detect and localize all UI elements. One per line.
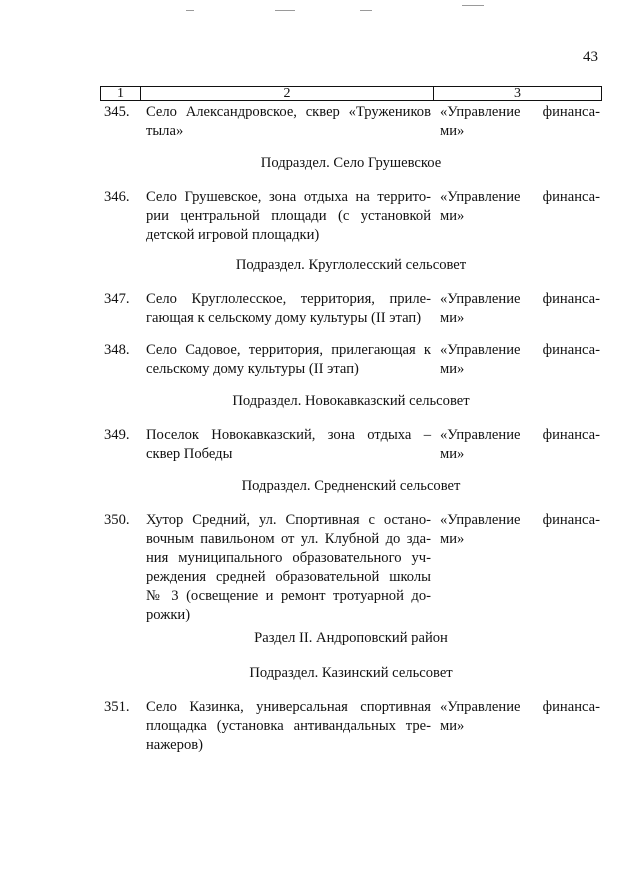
- subsection-heading: Подраздел. Круглолесский сельсовет: [235, 257, 467, 273]
- entry-responsible: [440, 698, 600, 736]
- page-number: 43: [583, 49, 598, 65]
- entry-line: реждения средней образовательной школы: [146, 569, 431, 585]
- entry-responsible: [440, 188, 600, 226]
- subsection-heading: Подраздел. Средненский сельсовет: [241, 478, 461, 494]
- entry-number: 350.: [104, 512, 130, 528]
- scan-mark: [186, 10, 194, 11]
- subsection-heading: Подраздел. Село Грушевское: [260, 155, 442, 171]
- responsible-word: «Управление: [440, 104, 521, 120]
- responsible-word: финанса-: [542, 104, 600, 120]
- responsible-word: «Управление: [440, 512, 521, 528]
- entry-number: 348.: [104, 342, 130, 358]
- entry-line: Село Круглолесское, территория, приле-: [146, 291, 431, 307]
- entry-description: [146, 426, 431, 464]
- responsible-word: «Управление: [440, 427, 521, 443]
- entry-number: 347.: [104, 291, 130, 307]
- entry-line: сельскому дому культуры (II этап): [146, 361, 359, 377]
- entry-responsible: [440, 290, 600, 328]
- entry-number: 345.: [104, 104, 130, 120]
- entry-line: гающая к сельскому дому культуры (II этап): [146, 310, 422, 326]
- entry-line: вочным павильоном от ул. Клубной до зда-: [146, 531, 431, 547]
- entry-number: 346.: [104, 189, 130, 205]
- responsible-word: финанса-: [542, 189, 600, 205]
- responsible-word: финанса-: [542, 699, 600, 715]
- entry-line: рии центральной площади (с установкой: [146, 208, 431, 224]
- entry-line: Поселок Новокавказский, зона отдыха –: [146, 427, 431, 443]
- entry-line: сквер Победы: [146, 446, 233, 462]
- entry-line: Село Садовое, территория, прилегающая к: [146, 342, 431, 358]
- responsible-word: ми»: [440, 310, 465, 326]
- entry-description: [146, 103, 431, 141]
- entry-description: [146, 188, 431, 245]
- entry-responsible: [440, 426, 600, 464]
- responsible-word: ми»: [440, 446, 465, 462]
- responsible-word: «Управление: [440, 699, 521, 715]
- entry-responsible: [440, 511, 600, 549]
- scan-mark: [275, 10, 295, 11]
- responsible-word: ми»: [440, 208, 465, 224]
- entry-line: Село Грушевское, зона отдыха на террито-: [146, 189, 431, 205]
- subsection-heading: Подраздел. Казинский сельсовет: [249, 665, 453, 681]
- entry-number: 349.: [104, 427, 130, 443]
- entry-line: тыла»: [146, 123, 184, 139]
- subsection-heading: Подраздел. Новокавказский сельсовет: [232, 393, 470, 409]
- entry-line: Хутор Средний, ул. Спортивная с остано-: [146, 512, 431, 528]
- entry-description: [146, 511, 431, 625]
- table-header-col-1: 1: [101, 87, 141, 100]
- entry-line: нажеров): [146, 737, 203, 753]
- table-header-col-2: 2: [141, 87, 434, 100]
- scan-mark: [462, 5, 484, 6]
- entry-description: [146, 698, 431, 755]
- responsible-word: ми»: [440, 361, 465, 377]
- entry-responsible: [440, 103, 600, 141]
- entry-line: № 3 (освещение и ремонт тротуарной до-: [146, 588, 431, 604]
- entry-responsible: [440, 341, 600, 379]
- responsible-word: ми»: [440, 718, 465, 734]
- entry-line: Село Александровское, сквер «Тружеников: [146, 104, 431, 120]
- responsible-word: «Управление: [440, 342, 521, 358]
- section-heading: Раздел II. Андроповский район: [254, 630, 448, 646]
- responsible-word: «Управление: [440, 291, 521, 307]
- responsible-word: финанса-: [542, 427, 600, 443]
- entry-line: Село Казинка, универсальная спортивная: [146, 699, 431, 715]
- entry-number: 351.: [104, 699, 130, 715]
- entry-line: ния муниципального образовательного уч-: [146, 550, 431, 566]
- responsible-word: финанса-: [542, 512, 600, 528]
- table-header-col-3: 3: [514, 86, 521, 101]
- entry-description: [146, 341, 431, 379]
- responsible-word: «Управление: [440, 189, 521, 205]
- entry-description: [146, 290, 431, 328]
- responsible-word: финанса-: [542, 291, 600, 307]
- entry-line: площадка (установка антивандальных тре-: [146, 718, 431, 734]
- entry-line: рожки): [146, 607, 191, 623]
- entry-line: детской игровой площадки): [146, 227, 320, 243]
- table-header-row: [100, 86, 602, 101]
- scan-mark: [360, 10, 372, 11]
- responsible-word: ми»: [440, 123, 465, 139]
- responsible-word: финанса-: [542, 342, 600, 358]
- responsible-word: ми»: [440, 531, 465, 547]
